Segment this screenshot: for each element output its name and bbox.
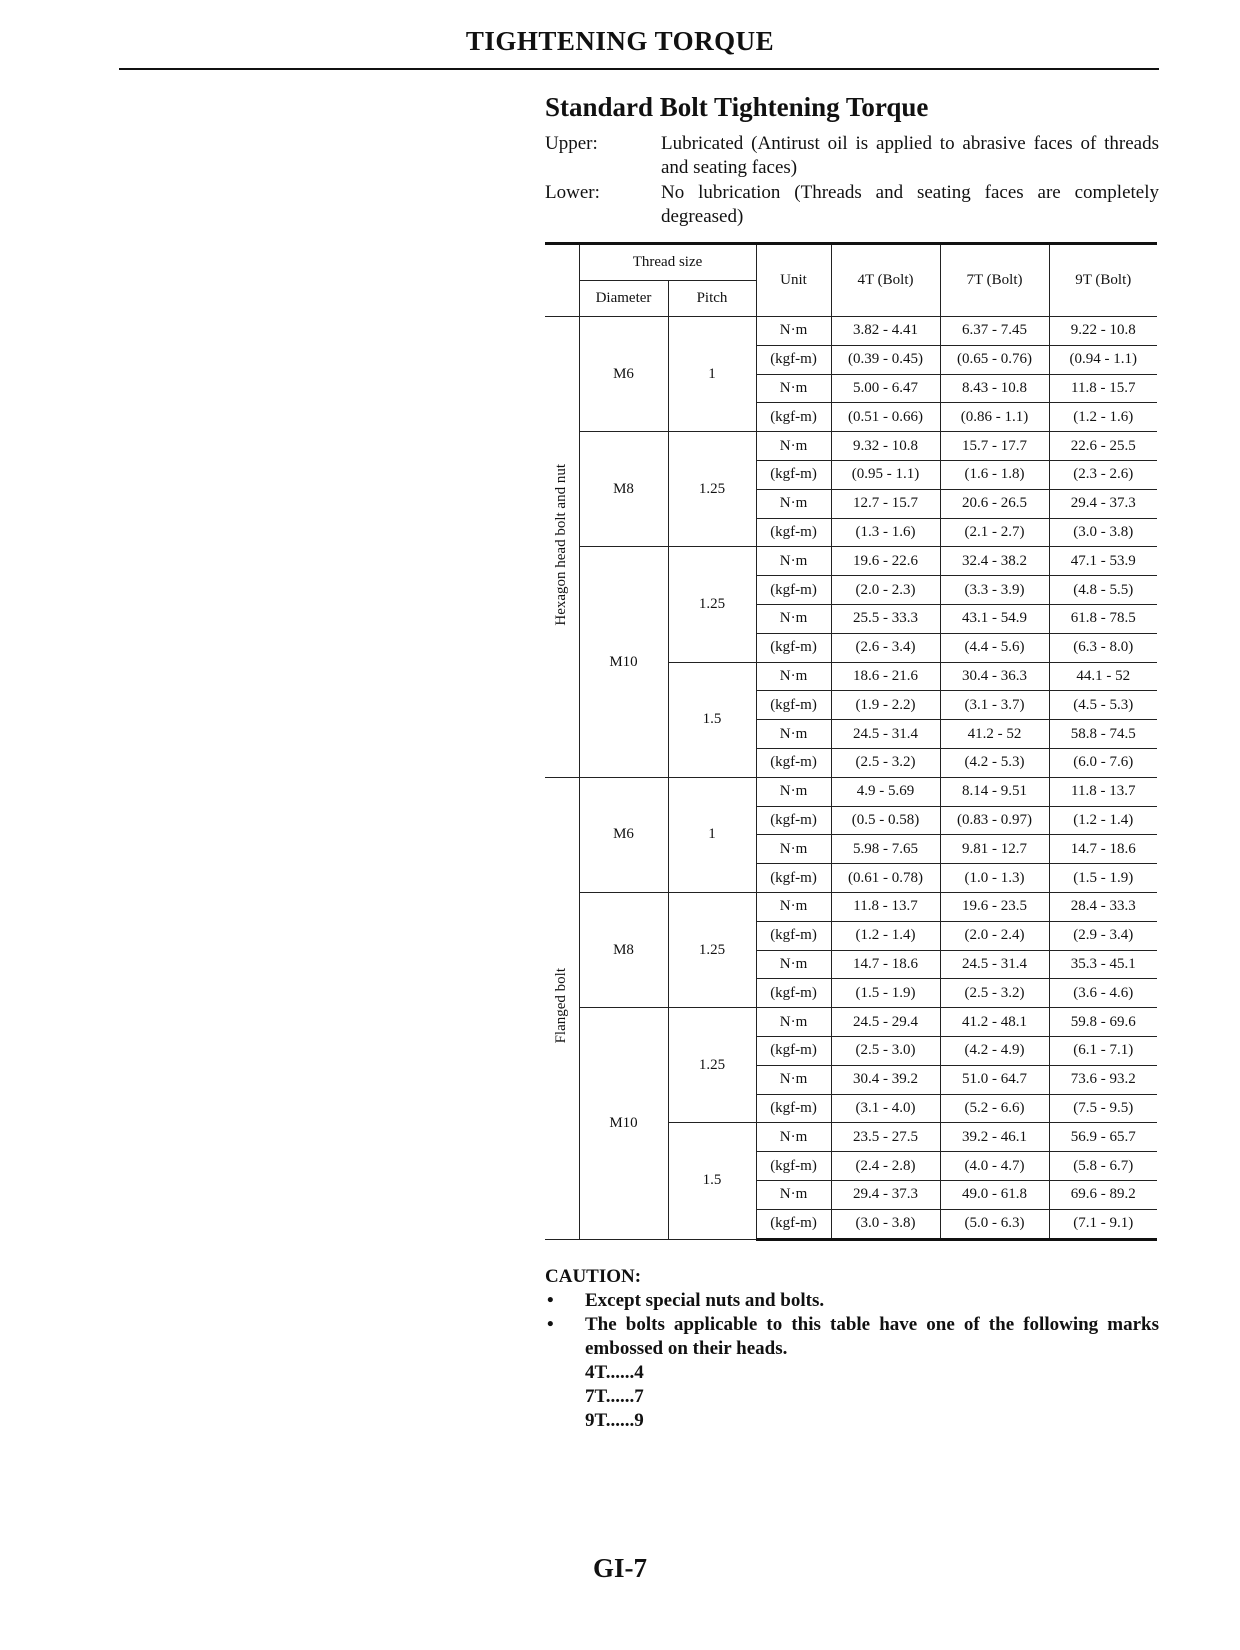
bullet-icon: •: [547, 1290, 554, 1311]
pitch-cell: 1.5: [668, 1123, 756, 1239]
bolt-marks: [545, 1361, 1159, 1433]
unit-cell: (kgf-m): [756, 1209, 831, 1239]
diameter-cell: M6: [579, 317, 668, 432]
torque-7t-cell: 8.43 - 10.8: [940, 374, 1049, 403]
torque-9t-cell: 29.4 - 37.3: [1049, 489, 1157, 518]
unit-cell: N·m: [756, 432, 831, 461]
torque-9t-cell: (6.0 - 7.6): [1049, 748, 1157, 777]
torque-7t-cell: 30.4 - 36.3: [940, 662, 1049, 691]
unit-cell: N·m: [756, 489, 831, 518]
bolt-mark-7t: 7T......7: [585, 1386, 644, 1407]
torque-4t-cell: 19.6 - 22.6: [831, 547, 940, 576]
torque-9t-cell: (1.5 - 1.9): [1049, 864, 1157, 893]
torque-9t-cell: 56.9 - 65.7: [1049, 1123, 1157, 1152]
torque-4t-cell: (1.5 - 1.9): [831, 979, 940, 1008]
unit-cell: N·m: [756, 1065, 831, 1094]
torque-7t-cell: 19.6 - 23.5: [940, 892, 1049, 921]
torque-9t-cell: 47.1 - 53.9: [1049, 547, 1157, 576]
torque-4t-cell: 24.5 - 29.4: [831, 1008, 940, 1037]
unit-cell: N·m: [756, 892, 831, 921]
diameter-header: Diameter: [579, 281, 668, 317]
unit-cell: N·m: [756, 720, 831, 749]
torque-7t-cell: 6.37 - 7.45: [940, 317, 1049, 346]
bolt-mark-9t: 9T......9: [585, 1410, 644, 1431]
lower-text: No lubrication (Threads and seating faces are completely degreased): [661, 182, 1159, 227]
unit-cell: (kgf-m): [756, 921, 831, 950]
unit-cell: N·m: [756, 1008, 831, 1037]
bolt-type-label: Hexagon head bolt and nut: [553, 463, 570, 626]
unit-cell: (kgf-m): [756, 1036, 831, 1065]
header-divider: [119, 68, 1159, 70]
torque-4t-cell: 9.32 - 10.8: [831, 432, 940, 461]
pitch-header: Pitch: [668, 281, 756, 317]
torque-9t-cell: 9.22 - 10.8: [1049, 317, 1157, 346]
torque-7t-cell: (4.2 - 5.3): [940, 748, 1049, 777]
torque-9t-cell: (7.1 - 9.1): [1049, 1209, 1157, 1239]
diameter-cell: M10: [579, 1008, 668, 1239]
caution-list: [545, 1289, 1159, 1361]
section-title: Standard Bolt Tightening Torque: [545, 92, 929, 122]
torque-4t-cell: 11.8 - 13.7: [831, 892, 940, 921]
torque-4t-cell: (2.0 - 2.3): [831, 576, 940, 605]
torque-4t-cell: 30.4 - 39.2: [831, 1065, 940, 1094]
diameter-cell: M8: [579, 892, 668, 1007]
diameter-cell: M8: [579, 432, 668, 547]
torque-9t-cell: 59.8 - 69.6: [1049, 1008, 1157, 1037]
torque-4t-cell: (1.2 - 1.4): [831, 921, 940, 950]
thread-size-header: Thread size: [579, 244, 756, 281]
torque-7t-cell: (5.2 - 6.6): [940, 1094, 1049, 1123]
unit-cell: N·m: [756, 547, 831, 576]
page-number: GI-7: [593, 1553, 647, 1583]
bullet-icon: •: [547, 1314, 554, 1335]
caution-item-text: Except special nuts and bolts.: [585, 1290, 825, 1311]
torque-9t-cell: (5.8 - 6.7): [1049, 1152, 1157, 1181]
torque-7t-cell: 41.2 - 52: [940, 720, 1049, 749]
torque-9t-cell: (2.3 - 2.6): [1049, 460, 1157, 489]
torque-9t-cell: (0.94 - 1.1): [1049, 345, 1157, 374]
torque-4t-cell: (0.95 - 1.1): [831, 460, 940, 489]
diameter-cell: M10: [579, 547, 668, 777]
unit-cell: (kgf-m): [756, 979, 831, 1008]
bolt-type-cell: [545, 317, 579, 778]
table-row: [545, 547, 1157, 576]
unit-cell: N·m: [756, 1123, 831, 1152]
torque-9t-cell: 61.8 - 78.5: [1049, 604, 1157, 633]
lower-label: Lower:: [545, 182, 600, 203]
torque-9t-cell: 14.7 - 18.6: [1049, 835, 1157, 864]
caution-item: [545, 1289, 1159, 1313]
pitch-cell: 1.5: [668, 662, 756, 777]
torque-7t-cell: (3.1 - 3.7): [940, 691, 1049, 720]
unit-cell: N·m: [756, 374, 831, 403]
diameter-cell: M6: [579, 777, 668, 892]
torque-9t-cell: (1.2 - 1.4): [1049, 806, 1157, 835]
unit-cell: (kgf-m): [756, 460, 831, 489]
torque-4t-cell: (2.6 - 3.4): [831, 633, 940, 662]
bolt-type-label: Flanged bolt: [553, 967, 570, 1044]
unit-cell: (kgf-m): [756, 345, 831, 374]
pitch-cell: 1.25: [668, 547, 756, 662]
torque-4t-cell: (0.51 - 0.66): [831, 403, 940, 432]
torque-7t-cell: 20.6 - 26.5: [940, 489, 1049, 518]
torque-7t-cell: 15.7 - 17.7: [940, 432, 1049, 461]
torque-4t-cell: 12.7 - 15.7: [831, 489, 940, 518]
unit-cell: (kgf-m): [756, 806, 831, 835]
torque-7t-cell: 41.2 - 48.1: [940, 1008, 1049, 1037]
torque-9t-cell: 22.6 - 25.5: [1049, 432, 1157, 461]
upper-label: Upper:: [545, 133, 598, 154]
torque-4t-cell: 18.6 - 21.6: [831, 662, 940, 691]
torque-4t-cell: 24.5 - 31.4: [831, 720, 940, 749]
unit-cell: (kgf-m): [756, 691, 831, 720]
bolt-type-cell: [545, 777, 579, 1239]
torque-7t-cell: 51.0 - 64.7: [940, 1065, 1049, 1094]
torque-4t-cell: (2.5 - 3.0): [831, 1036, 940, 1065]
torque-4t-cell: 5.98 - 7.65: [831, 835, 940, 864]
torque-4t-cell: (2.4 - 2.8): [831, 1152, 940, 1181]
torque-9t-cell: (1.2 - 1.6): [1049, 403, 1157, 432]
unit-cell: (kgf-m): [756, 633, 831, 662]
torque-7t-cell: (2.1 - 2.7): [940, 518, 1049, 547]
torque-4t-cell: (3.0 - 3.8): [831, 1209, 940, 1239]
torque-9t-cell: (7.5 - 9.5): [1049, 1094, 1157, 1123]
torque-9t-cell: (4.5 - 5.3): [1049, 691, 1157, 720]
caution-item-text: The bolts applicable to this table have one of the following marks embossed on their heads.: [585, 1314, 1159, 1359]
torque-7t-cell: (0.65 - 0.76): [940, 345, 1049, 374]
torque-9t-cell: (4.8 - 5.5): [1049, 576, 1157, 605]
torque-7t-cell: 43.1 - 54.9: [940, 604, 1049, 633]
torque-9t-cell: 44.1 - 52: [1049, 662, 1157, 691]
torque-7t-cell: (2.5 - 3.2): [940, 979, 1049, 1008]
torque-9t-cell: (2.9 - 3.4): [1049, 921, 1157, 950]
torque-7t-cell: 32.4 - 38.2: [940, 547, 1049, 576]
torque-9t-cell: 11.8 - 13.7: [1049, 777, 1157, 806]
unit-cell: N·m: [756, 950, 831, 979]
unit-cell: N·m: [756, 1180, 831, 1209]
torque-7t-cell: (5.0 - 6.3): [940, 1209, 1049, 1239]
torque-4t-cell: (0.5 - 0.58): [831, 806, 940, 835]
pitch-cell: 1: [668, 317, 756, 432]
torque-4t-cell: (2.5 - 3.2): [831, 748, 940, 777]
torque-table: [545, 242, 1157, 1241]
pitch-cell: 1: [668, 777, 756, 892]
unit-cell: (kgf-m): [756, 1094, 831, 1123]
pitch-cell: 1.25: [668, 432, 756, 547]
torque-9t-cell: 73.6 - 93.2: [1049, 1065, 1157, 1094]
torque-9t-cell: 28.4 - 33.3: [1049, 892, 1157, 921]
torque-7t-cell: (2.0 - 2.4): [940, 921, 1049, 950]
table-row: [545, 1008, 1157, 1037]
torque-4t-cell: 29.4 - 37.3: [831, 1180, 940, 1209]
torque-4t-cell: (0.61 - 0.78): [831, 864, 940, 893]
torque-4t-cell: 25.5 - 33.3: [831, 604, 940, 633]
unit-cell: (kgf-m): [756, 1152, 831, 1181]
unit-cell: (kgf-m): [756, 518, 831, 547]
pitch-cell: 1.25: [668, 1008, 756, 1123]
torque-4t-cell: 14.7 - 18.6: [831, 950, 940, 979]
torque-4t-cell: 4.9 - 5.69: [831, 777, 940, 806]
torque-4t-cell: 5.00 - 6.47: [831, 374, 940, 403]
torque-7t-cell: (4.4 - 5.6): [940, 633, 1049, 662]
unit-cell: (kgf-m): [756, 576, 831, 605]
table-body: [545, 317, 1157, 1240]
unit-cell: (kgf-m): [756, 748, 831, 777]
unit-cell: (kgf-m): [756, 403, 831, 432]
torque-4t-cell: 23.5 - 27.5: [831, 1123, 940, 1152]
upper-text: Lubricated (Antirust oil is applied to abrasive faces of threads and seating faces): [661, 133, 1159, 178]
unit-cell: N·m: [756, 777, 831, 806]
page-header-title: TIGHTENING TORQUE: [465, 26, 775, 56]
table-header: [545, 244, 1157, 317]
unit-header: Unit: [756, 244, 831, 317]
torque-9t-cell: (6.1 - 7.1): [1049, 1036, 1157, 1065]
torque-7t-cell: 49.0 - 61.8: [940, 1180, 1049, 1209]
torque-4t-cell: (1.9 - 2.2): [831, 691, 940, 720]
9t-header: 9T (Bolt): [1049, 244, 1157, 317]
torque-7t-cell: (4.0 - 4.7): [940, 1152, 1049, 1181]
table-row: [545, 892, 1157, 921]
torque-4t-cell: 3.82 - 4.41: [831, 317, 940, 346]
lubrication-upper: [545, 132, 1159, 182]
unit-cell: N·m: [756, 835, 831, 864]
torque-7t-cell: 9.81 - 12.7: [940, 835, 1049, 864]
torque-7t-cell: 39.2 - 46.1: [940, 1123, 1049, 1152]
torque-7t-cell: (4.2 - 4.9): [940, 1036, 1049, 1065]
torque-7t-cell: (3.3 - 3.9): [940, 576, 1049, 605]
torque-7t-cell: (0.86 - 1.1): [940, 403, 1049, 432]
lubrication-lower: [545, 181, 1159, 231]
torque-4t-cell: (3.1 - 4.0): [831, 1094, 940, 1123]
torque-4t-cell: (1.3 - 1.6): [831, 518, 940, 547]
unit-cell: N·m: [756, 662, 831, 691]
unit-cell: N·m: [756, 317, 831, 346]
torque-7t-cell: (0.83 - 0.97): [940, 806, 1049, 835]
torque-9t-cell: (3.6 - 4.6): [1049, 979, 1157, 1008]
torque-7t-cell: 24.5 - 31.4: [940, 950, 1049, 979]
caution-item: [545, 1313, 1159, 1361]
unit-cell: (kgf-m): [756, 864, 831, 893]
torque-7t-cell: (1.0 - 1.3): [940, 864, 1049, 893]
torque-7t-cell: 8.14 - 9.51: [940, 777, 1049, 806]
7t-header: 7T (Bolt): [940, 244, 1049, 317]
torque-9t-cell: (6.3 - 8.0): [1049, 633, 1157, 662]
caution-block: [545, 1265, 1159, 1433]
torque-9t-cell: 58.8 - 74.5: [1049, 720, 1157, 749]
table-row: [545, 432, 1157, 461]
unit-cell: N·m: [756, 604, 831, 633]
group-header-blank: [545, 244, 579, 317]
table-row: [545, 777, 1157, 806]
torque-7t-cell: (1.6 - 1.8): [940, 460, 1049, 489]
torque-4t-cell: (0.39 - 0.45): [831, 345, 940, 374]
caution-title: CAUTION:: [545, 1266, 642, 1287]
4t-header: 4T (Bolt): [831, 244, 940, 317]
bolt-mark-4t: 4T......4: [585, 1362, 644, 1383]
torque-9t-cell: 35.3 - 45.1: [1049, 950, 1157, 979]
torque-9t-cell: 69.6 - 89.2: [1049, 1180, 1157, 1209]
pitch-cell: 1.25: [668, 892, 756, 1007]
table-row: [545, 317, 1157, 346]
torque-9t-cell: 11.8 - 15.7: [1049, 374, 1157, 403]
torque-9t-cell: (3.0 - 3.8): [1049, 518, 1157, 547]
